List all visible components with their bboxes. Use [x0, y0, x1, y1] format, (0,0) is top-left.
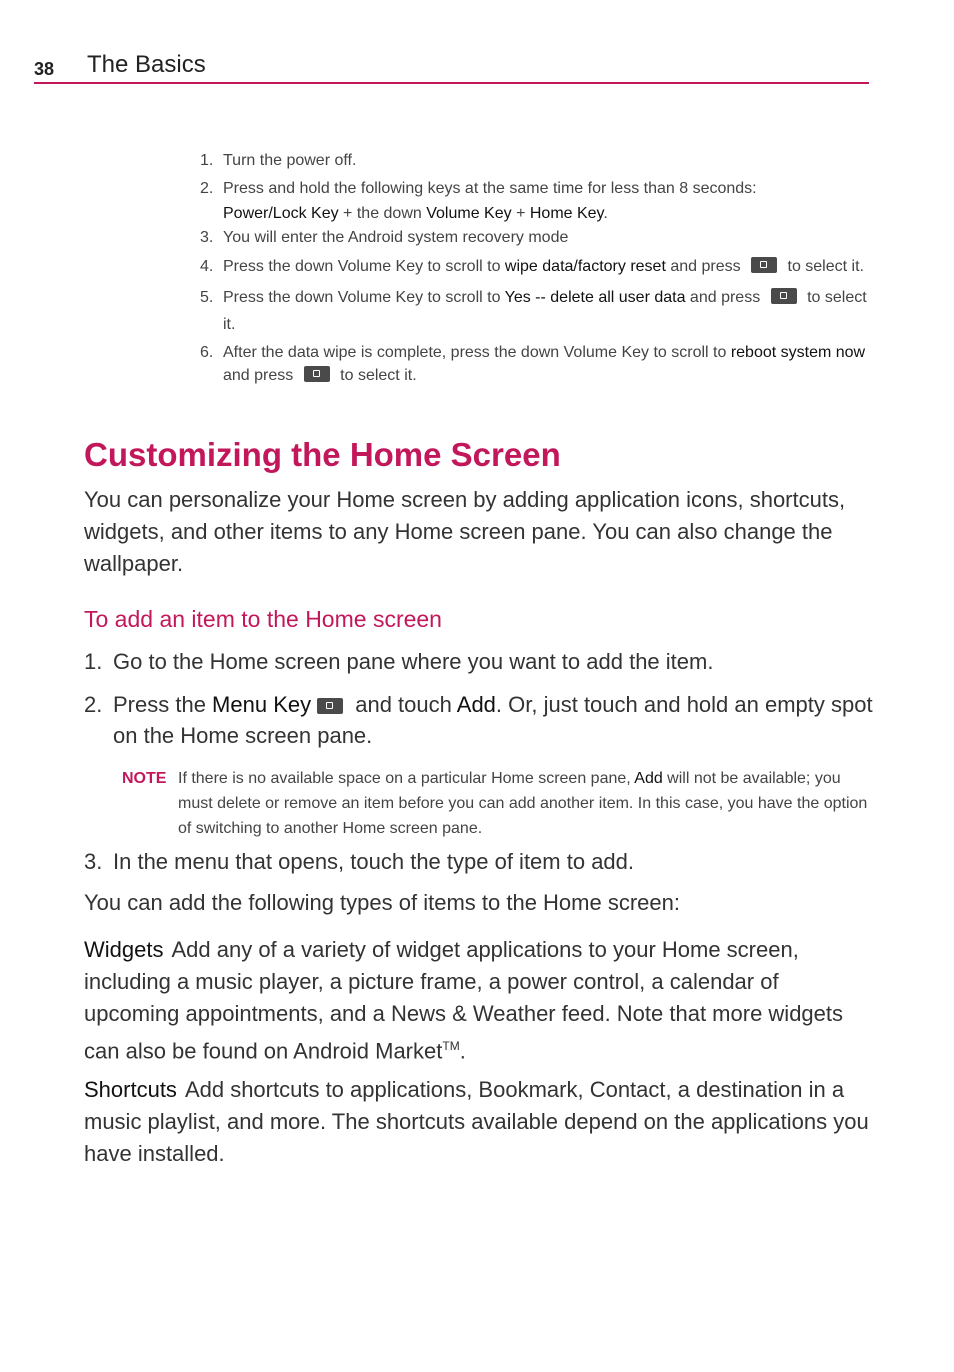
list-item: 6. After the data wipe is complete, press the down Volume Key to scroll to reboot system now and press to select it.	[200, 344, 866, 384]
page-header	[34, 50, 869, 84]
list-item: 3. In the menu that opens, touch the type of item to add.	[84, 849, 635, 874]
add-item-step-3	[84, 846, 884, 877]
menu-key-icon	[317, 698, 343, 714]
page-number: 38	[34, 59, 55, 79]
note-text: If there is no available space on a particular Home screen pane, Add will not be available; you must delete or remove an item before you can add another item. In this case, you have the option of switching to another Home screen pane.	[178, 770, 868, 837]
types-intro: You can add the following types of items to the Home screen:	[84, 890, 680, 915]
widgets-term: Widgets	[84, 937, 164, 962]
intro-paragraph: You can personalize your Home screen by adding application icons, shortcuts, widgets, and other items to any Home screen pane. You can also change the wallpaper.	[84, 487, 846, 576]
shortcuts-description: Shortcuts Add shortcuts to applications, Bookmark, Contact, a destination in a music playlist, and more. The shortcuts available depend on the applications you have installed.	[84, 1077, 869, 1166]
menu-key-icon	[771, 288, 797, 304]
subsection-title: To add an item to the Home screen	[84, 606, 442, 632]
note-box	[122, 766, 872, 841]
menu-key-icon	[751, 257, 777, 273]
list-item: 1. Turn the power off.	[200, 152, 357, 169]
menu-key-icon	[304, 366, 330, 382]
list-item: 1. Go to the Home screen pane where you want to add the item.	[84, 649, 714, 674]
recovery-steps-list	[200, 148, 870, 390]
page-title: Customizing the Home Screen	[84, 436, 561, 473]
list-item: 2. Press and hold the following keys at the same time for less than 8 seconds: Power/Lock Key + the down Volume Key + Home Key.	[200, 180, 757, 222]
note-label: NOTE	[122, 770, 167, 787]
shortcuts-term: Shortcuts	[84, 1077, 177, 1102]
list-item: 4. Press the down Volume Key to scroll to wipe data/factory reset and press to select it.	[200, 258, 864, 275]
list-item: 3. You will enter the Android system recovery mode	[200, 229, 569, 246]
list-item: 5. Press the down Volume Key to scroll to Yes -- delete all user data and press to select it.	[200, 289, 867, 333]
widgets-description: Widgets Add any of a variety of widget applications to your Home screen, including a music player, a picture frame, a power control, a calendar of upcoming appointments, and a News & Weather feed. Note that more widgets can also be found on Android Market™.	[84, 937, 844, 1064]
section-title: The Basics	[87, 51, 206, 78]
add-item-steps	[84, 646, 884, 751]
list-item: 2. Press the Menu Key and touch Add. Or, just touch and hold an empty spot on the Home screen pane.	[84, 692, 873, 748]
